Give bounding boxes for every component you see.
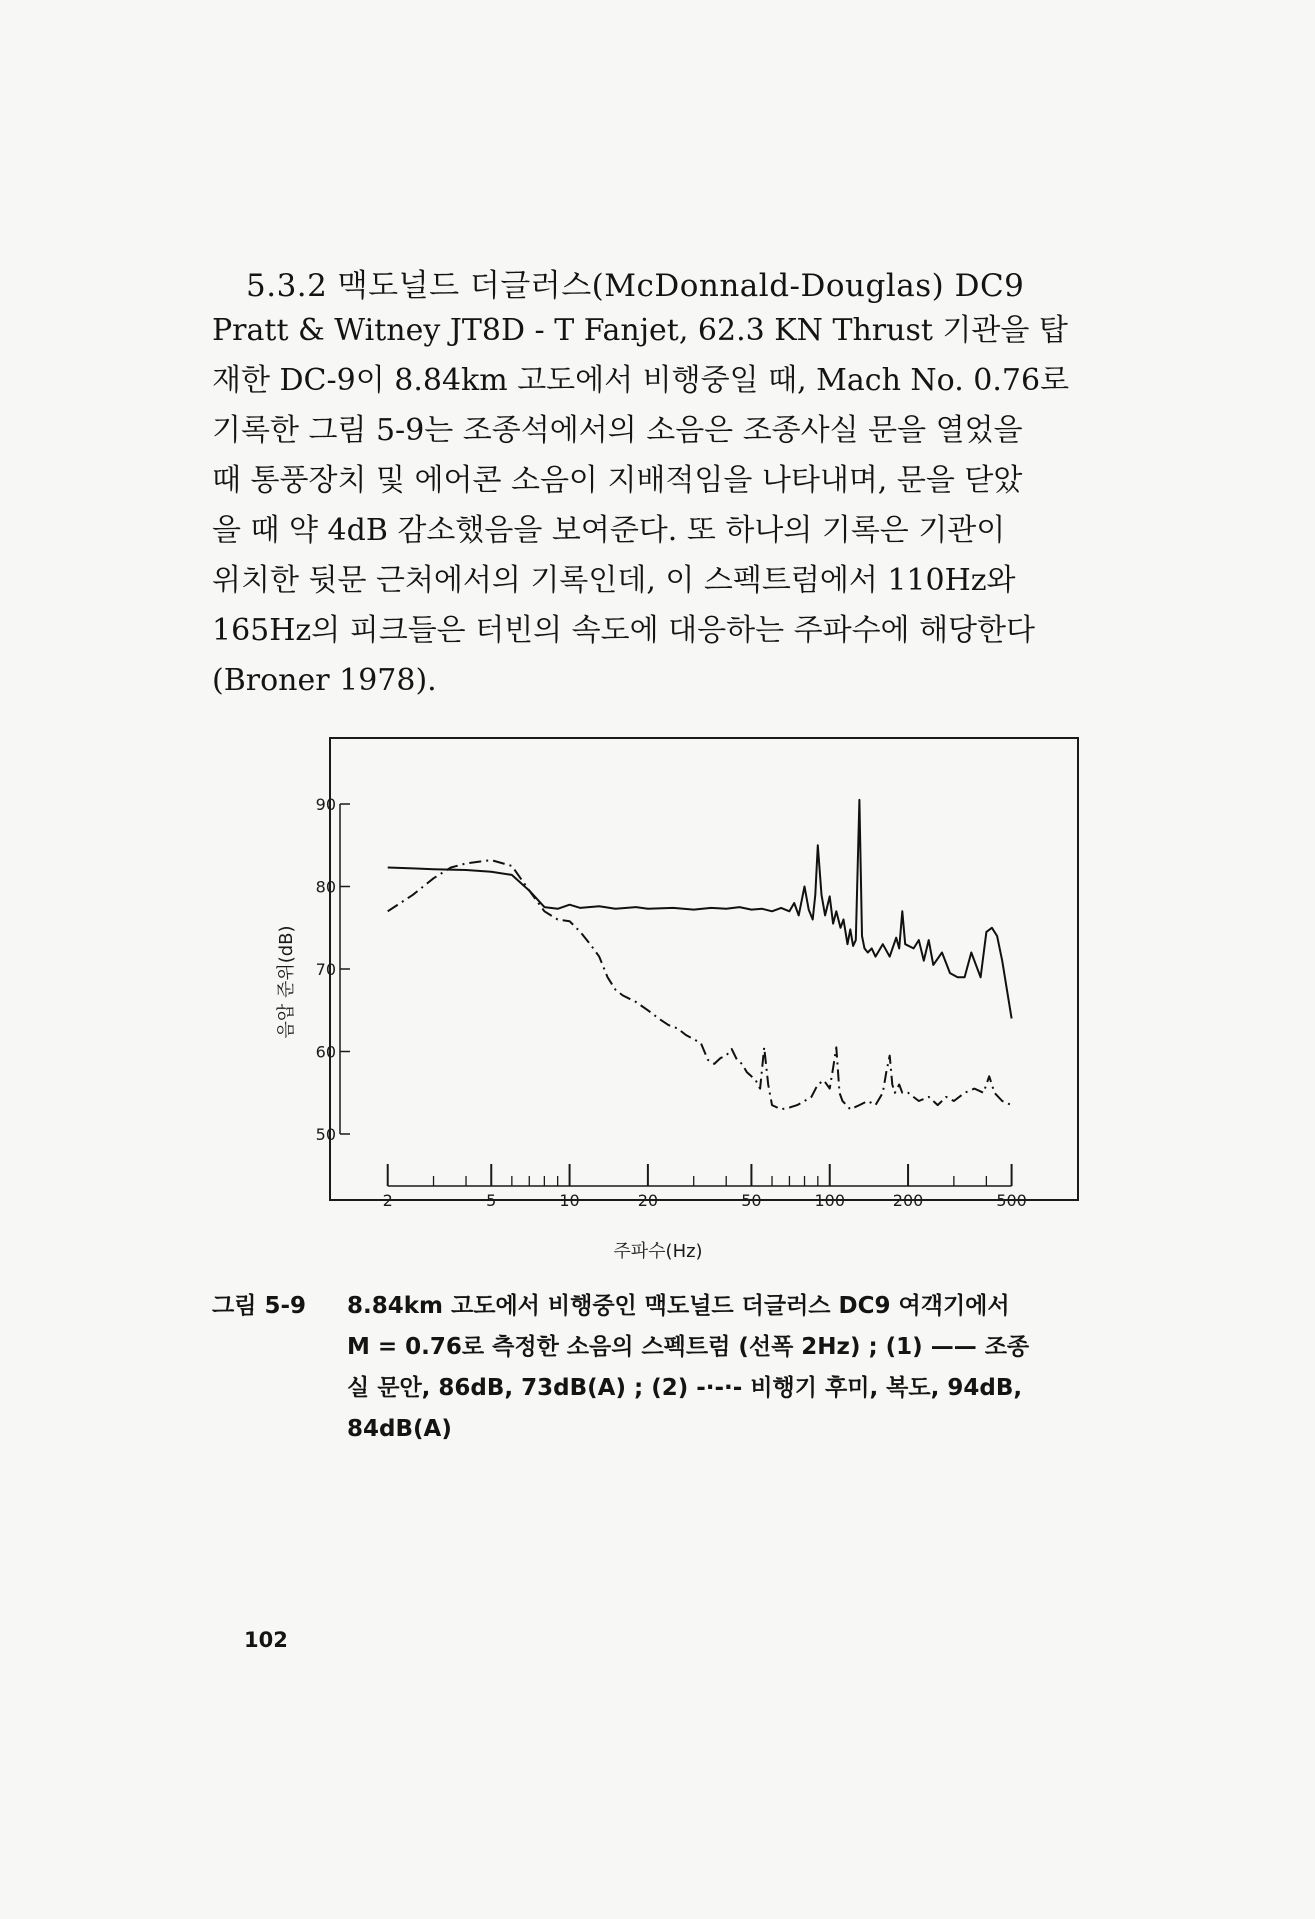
- body-line: 기록한 그림 5-9는 조종석에서의 소음은 조종사실 문을 열었을: [212, 413, 1023, 448]
- y-axis-label: 음압 준위(dB): [276, 925, 297, 1039]
- y-tick-label: 50: [315, 1125, 336, 1144]
- x-tick-label: 5: [486, 1191, 497, 1210]
- plot-frame: [330, 738, 1078, 1200]
- caption-line: 84dB(A): [347, 1416, 452, 1442]
- caption-line: 8.84km 고도에서 비행중인 맥도널드 더글러스 DC9 여객기에서: [347, 1293, 1010, 1319]
- y-tick-label: 90: [315, 795, 336, 814]
- body-line: 재한 DC-9이 8.84km 고도에서 비행중일 때, Mach No. 0.76로: [212, 363, 1070, 398]
- spectrum-figure: [276, 738, 1080, 1278]
- y-tick-label: 70: [315, 960, 336, 979]
- series-group: [388, 800, 1012, 1109]
- body-line: 165Hz의 피크들은 터빈의 속도에 대응하는 주파수에 해당한다: [212, 613, 1035, 648]
- caption-line: 실 문안, 86dB, 73dB(A) ; (2) -·-·- 비행기 후미, 복도, 94dB,: [347, 1375, 1023, 1401]
- section-heading: 5.3.2 맥도널드 더글러스(McDonnald-Douglas) DC9: [246, 268, 1025, 304]
- x-tick-label: 10: [559, 1191, 580, 1210]
- body-paragraph: [212, 306, 1147, 706]
- spectrum-chart: [276, 738, 1080, 1278]
- body-line: (Broner 1978).: [212, 663, 437, 698]
- body-line: 위치한 뒷문 근처에서의 기록인데, 이 스펙트럼에서 110Hz와: [212, 563, 1016, 598]
- body-line: 때 통풍장치 및 에어콘 소음이 지배적임을 나타내며, 문을 닫았: [212, 463, 1023, 498]
- x-tick-label: 20: [637, 1191, 659, 1210]
- body-line: Pratt & Witney JT8D - T Fanjet, 62.3 KN Thrust 기관을 탑: [212, 313, 1068, 348]
- y-tick-label: 80: [315, 877, 336, 897]
- caption-line: M = 0.76로 측정한 소음의 스펙트럼 (선폭 2Hz) ; (1) —— 조종: [347, 1334, 1030, 1360]
- series-line-cabin-rear: [388, 860, 1012, 1109]
- page-number: 102: [244, 1628, 288, 1652]
- x-tick-label: 100: [814, 1191, 846, 1210]
- series-line-cockpit: [388, 800, 1012, 1019]
- x-tick-label: 200: [892, 1191, 924, 1210]
- x-tick-label: 50: [741, 1191, 762, 1210]
- body-line: 을 때 약 4dB 감소했음을 보여준다. 또 하나의 기록은 기관이: [212, 513, 1006, 548]
- caption-label: 그림 5-9: [212, 1293, 306, 1319]
- x-tick-label: 2: [382, 1191, 393, 1210]
- x-axis: [383, 1164, 1027, 1210]
- x-tick-label: 500: [996, 1191, 1027, 1210]
- y-tick-label: 60: [315, 1042, 336, 1062]
- x-axis-label: 주파수(Hz): [613, 1241, 703, 1262]
- caption-text: [347, 1286, 1147, 1450]
- y-axis: [316, 795, 350, 1144]
